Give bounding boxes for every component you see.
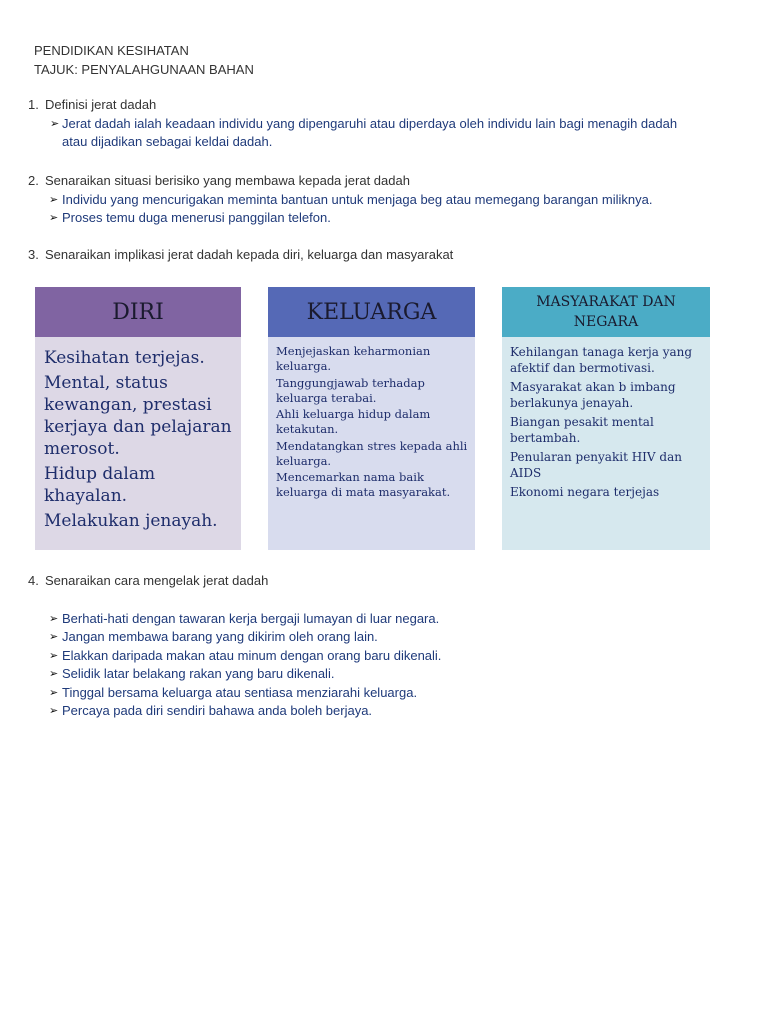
list-item: Hidup dalam khayalan. <box>44 464 156 506</box>
list-item: Mendatangkan stres kepada ahli keluarga. <box>276 438 468 468</box>
arrow-bullet-icon: ➢ <box>50 117 60 130</box>
arrow-bullet-icon: ➢ <box>49 631 59 643</box>
section-3-number: 3. <box>28 247 39 262</box>
arrow-bullet-icon: ➢ <box>49 705 59 717</box>
section-1-question <box>28 96 728 115</box>
arrow-bullet-icon: ➢ <box>49 612 59 625</box>
list-item: Ahli keluarga hidup dalam ketakutan. <box>276 407 431 436</box>
section-1-question-text: Definisi jerat dadah <box>45 97 157 112</box>
subject-title: PENDIDIKAN KESIHATAN <box>34 43 189 58</box>
list-item <box>28 610 728 629</box>
list-item: Ekonomi negara terjejas <box>510 485 660 499</box>
list-item-text: Elakkan daripada makan atau minum dengan orang baru dikenali. <box>62 647 442 663</box>
list-item <box>28 665 728 684</box>
section-2 <box>28 172 728 228</box>
section-1-answer <box>28 115 728 152</box>
section-4-question <box>28 572 728 591</box>
section-3-question <box>28 246 728 265</box>
diri-box-title: DIRI <box>35 287 241 337</box>
list-item-text: Proses temu duga menerusi panggilan telefon. <box>62 210 331 225</box>
section-2-question-text: Senaraikan situasi berisiko yang membawa kepada jerat dadah <box>45 173 410 188</box>
list-item: Biangan pesakit mental bertambah. <box>510 415 654 445</box>
list-item: Mental, status kewangan, prestasi kerjaya dan pelajaran merosot. <box>44 373 232 459</box>
masyarakat-box-body <box>502 337 710 550</box>
section-4-number: 4. <box>28 573 39 588</box>
list-item-text: Individu yang mencurigakan meminta bantuan untuk menjaga beg atau memegang barangan miliknya. <box>62 191 653 207</box>
list-item <box>28 702 728 721</box>
list-item: Menjejaskan keharmonian keluarga. <box>276 344 431 373</box>
list-item <box>28 684 728 703</box>
section-4-question-text: Senaraikan cara mengelak jerat dadah <box>45 573 269 588</box>
section-1-answer-line-1: Jerat dadah ialah keadaan individu yang dipengaruhi atau diperdaya oleh individu lain bagi menagih dadah <box>62 115 678 131</box>
document-header <box>34 41 254 79</box>
list-item <box>28 191 728 210</box>
masyarakat-box <box>502 287 710 550</box>
list-item: Melakukan jenayah. <box>44 511 218 531</box>
list-item <box>28 647 728 666</box>
section-4 <box>28 572 728 721</box>
keluarga-box-body <box>268 337 475 550</box>
list-item: Masyarakat akan b imbang berlakunya jenayah. <box>510 380 676 410</box>
arrow-bullet-icon: ➢ <box>49 649 59 662</box>
arrow-bullet-icon: ➢ <box>49 686 59 699</box>
list-item-text: Selidik latar belakang rakan yang baru dikenali. <box>62 666 335 681</box>
section-3 <box>28 246 728 265</box>
list-item: Kehilangan tanaga kerja yang afektif dan bermotivasi. <box>510 345 693 375</box>
masyarakat-box-title: MASYARAKAT DAN NEGARA <box>502 287 710 337</box>
list-item-text: Berhati-hati dengan tawaran kerja bergaji lumayan di luar negara. <box>62 610 440 626</box>
list-item <box>28 628 728 647</box>
keluarga-box <box>268 287 475 550</box>
list-item: Tanggungjawab terhadap keluarga terabai. <box>276 375 425 405</box>
list-item <box>28 209 728 228</box>
list-item-text: Percaya pada diri sendiri bahawa anda boleh berjaya. <box>62 703 373 718</box>
list-item-text: Jangan membawa barang yang dikirim oleh orang lain. <box>62 629 378 644</box>
list-item: Mencemarkan nama baik keluarga di mata masyarakat. <box>276 470 451 499</box>
arrow-bullet-icon: ➢ <box>49 212 59 224</box>
section-1-number: 1. <box>28 97 39 112</box>
keluarga-box-title: KELUARGA <box>268 287 475 337</box>
arrow-bullet-icon: ➢ <box>49 193 59 206</box>
section-2-number: 2. <box>28 173 39 188</box>
section-1 <box>28 96 728 152</box>
section-1-answer-line-2: atau dijadikan sebagai keldai dadah. <box>62 134 273 149</box>
arrow-bullet-icon: ➢ <box>49 668 59 680</box>
list-item: Penularan penyakit HIV dan AIDS <box>510 450 682 480</box>
list-item: Kesihatan terjejas. <box>44 348 205 368</box>
diri-box <box>35 287 241 550</box>
section-3-question-text: Senaraikan implikasi jerat dadah kepada diri, keluarga dan masyarakat <box>45 247 454 262</box>
section-2-question <box>28 172 728 191</box>
topic-title: TAJUK: PENYALAHGUNAAN BAHAN <box>34 62 254 77</box>
diri-box-body <box>35 337 241 550</box>
list-item-text: Tinggal bersama keluarga atau sentiasa menziarahi keluarga. <box>62 684 418 700</box>
